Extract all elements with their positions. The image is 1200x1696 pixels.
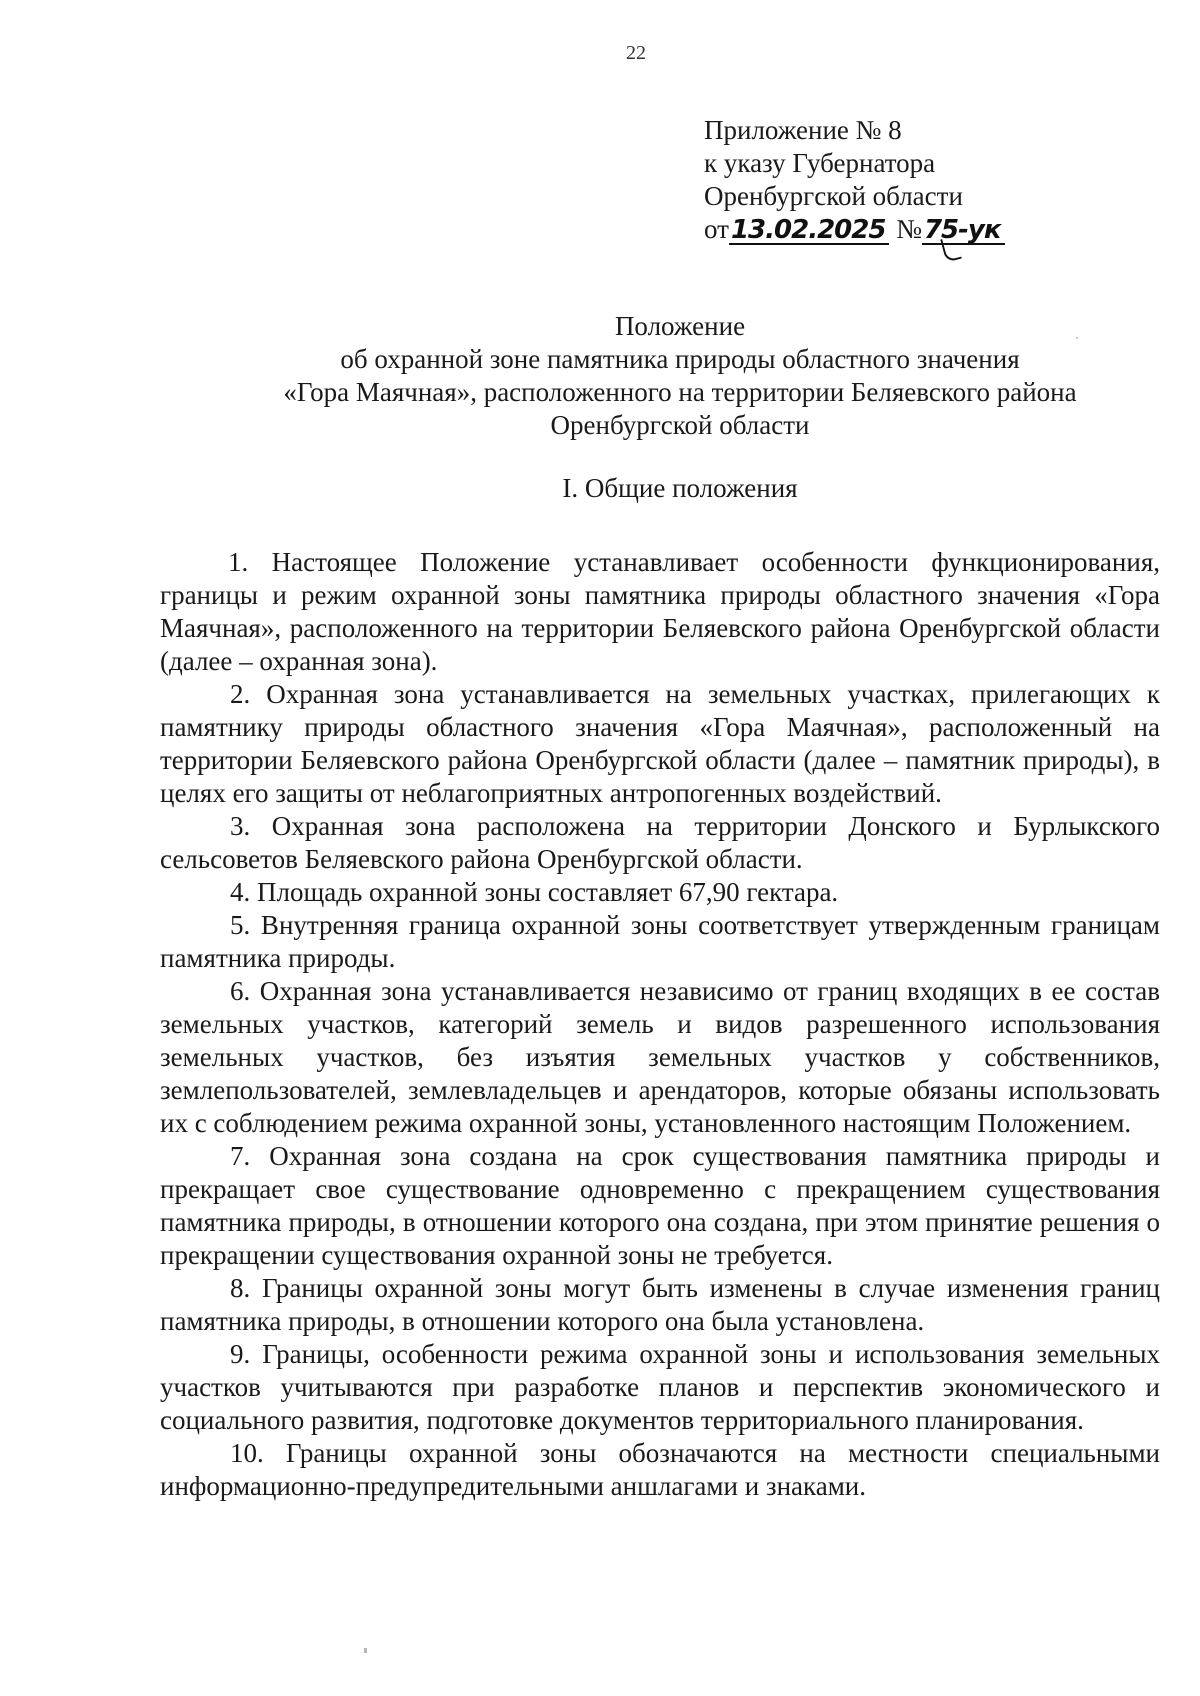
paragraph-2: 2. Охранная зона устанавливается на земельных участках, прилегающих к памятнику природы областного значения «Гора Маячная», расположенный на территории Беляевского района Оренбургской области (далее – памятник природы), в целях его защиты от неблагоприятных антропогенных воздействий. [160, 679, 1160, 808]
section-heading: I. Общие положения [562, 473, 798, 503]
appendix-block [704, 114, 1005, 246]
title-line-2: об охранной зоне памятника природы областного значения [340, 344, 1020, 374]
appendix-date-number [704, 213, 1005, 246]
paragraph-5: 5. Внутренняя граница охранной зоны соответствует утвержденным границам памятника природы. [160, 910, 1160, 973]
handwritten-date: 13.02.2025 [729, 217, 889, 245]
document-body [160, 546, 1160, 1503]
page-number: 22 [626, 42, 646, 64]
paragraph-10: 10. Границы охранной зоны обозначаются на местности специальными информационно-предупредительными аншлагами и знаками. [160, 1438, 1160, 1501]
paragraph-4: 4. Площадь охранной зоны составляет 67,90 гектара. [230, 877, 839, 907]
paragraph-7: 7. Охранная зона создана на срок существования памятника природы и прекращает свое существование одновременно с прекращением существования памятника природы, в отношении которого она создана, при этом принятие решения о прекращении существования охранной зоны не требуется. [160, 1141, 1160, 1270]
paragraph-8: 8. Границы охранной зоны могут быть изменены в случае изменения границ памятника природы, в отношении которого она была установлена. [160, 1273, 1160, 1336]
title-line-3: «Гора Маячная», расположенного на территории Беляевского района [283, 377, 1077, 407]
handwritten-number-text: 75-ук [923, 215, 1001, 245]
date-prefix: от [704, 214, 729, 244]
paragraph-3: 3. Охранная зона расположена на территории Донского и Бурлыкского сельсоветов Беляевского района Оренбургской области. [160, 811, 1160, 874]
appendix-title: Приложение № 8 [704, 115, 902, 145]
document-title [0, 310, 1200, 442]
appendix-region: Оренбургской области [704, 181, 963, 211]
paragraph-1: 1. Настоящее Положение устанавливает особенности функционирования, границы и режим охранной зоны памятника природы областного значения «Гора Маячная», расположенного на территории Беляевского района Оренбургской области (далее – охранная зона). [160, 547, 1160, 676]
handwritten-number [922, 217, 1005, 245]
title-line-4: Оренбургской области [550, 410, 810, 440]
scan-speck [364, 1648, 367, 1653]
paragraph-6: 6. Охранная зона устанавливается независимо от границ входящих в ее состав земельных участков, категорий земель и видов разрешенного использования земельных участков, без изъятия земельных участков у собственников, землепользователей, землевладельцев и арендаторов, которые обязаны использовать их с соблюдением режима охранной зоны, установленного настоящим Положением. [160, 976, 1160, 1138]
paragraph-9: 9. Границы, особенности режима охранной зоны и использования земельных участков учитываются при разработке планов и перспектив экономического и социального развития, подготовке документов территориального планирования. [160, 1339, 1160, 1435]
appendix-decree: к указу Губернатора [704, 148, 936, 178]
number-prefix: № [896, 214, 922, 244]
scan-speck [1076, 337, 1078, 339]
title-line-1: Положение [614, 311, 746, 341]
